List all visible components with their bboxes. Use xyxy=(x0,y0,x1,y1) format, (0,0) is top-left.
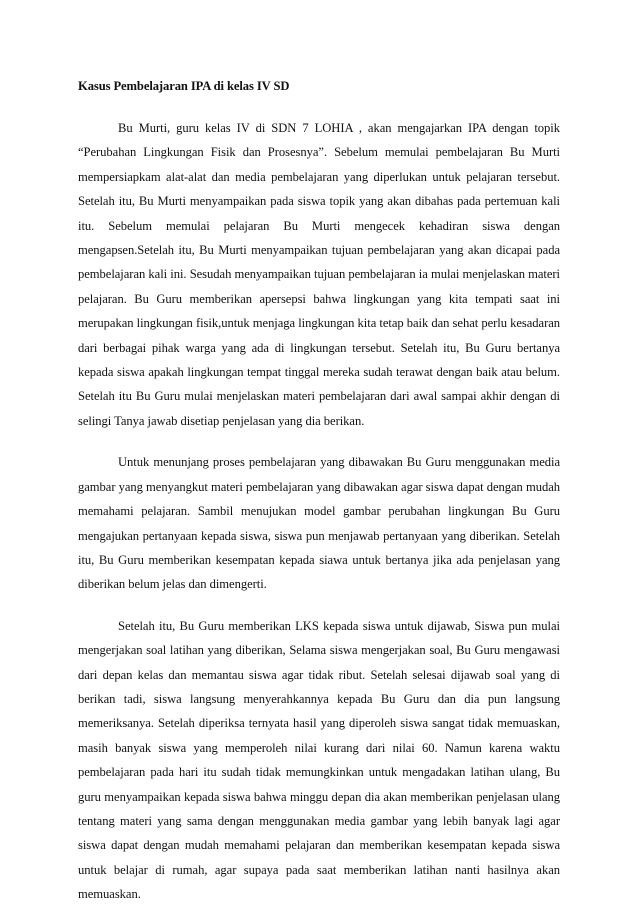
document-title: Kasus Pembelajaran IPA di kelas IV SD xyxy=(78,79,290,93)
paragraph-1: Bu Murti, guru kelas IV di SDN 7 LOHIA , akan mengajarkan IPA dengan topik “Perubahan Lingkungan Fisik dan Prosesnya”. Sebelum memulai pembelajaran Bu Murti mempersiapkam alat-alat dan media pembelajaran yang diperlukan untuk pelajaran tersebut. Setelah itu, Bu Murti menyampaikan pada siswa topik yang akan dibahas pada pertemuan kali itu. Sebelum memulai pelajaran Bu Murti mengecek kehadiran siswa dengan mengapsen.Setelah itu, Bu Murti menyampaikan tujuan pembelajaran yang akan dicapai pada pembelajaran kali ini. Sesudah menyampaikan tujuan pembelajaran ia mulai menjelaskan materi pelajaran. Bu Guru memberikan apersepsi bahwa lingkungan yang kita tempati saat ini merupakan lingkungan fisik,untuk menjaga lingkungan kita tetap baik dan sehat perlu kesadaran dari berbagai pihak warga yang ada di lingkungan tersebut. Setelah itu, Bu Guru bertanya kepada siswa apakah lingkungan tempat tinggal mereka sudah terawat dengan baik atau belum. Setelah itu Bu Guru mulai menjelaskan materi pembelajaran dari awal sampai akhir dengan di selingi Tanya jawab disetiap penjelasan yang dia berikan. xyxy=(78,121,560,428)
paragraph-2: Untuk menunjang proses pembelajaran yang dibawakan Bu Guru menggunakan media gambar yang menyangkut materi pembelajaran yang dibawakan agar siswa dapat dengan mudah memahami pelajaran. Sambil menujukan model gambar perubahan lingkungan Bu Guru mengajukan pertanyaan kepada siswa, siswa pun menjawab pertanyaan yang diberikan. Setelah itu, Bu Guru memberikan kesempatan kepada siawa untuk bertanya jika ada penjelasan yang diberikan belum jelas dan dimengerti. xyxy=(78,455,560,592)
paragraph-3: Setelah itu, Bu Guru memberikan LKS kepada siswa untuk dijawab, Siswa pun mulai mengerjakan soal latihan yang diberikan, Selama siswa mengerjakan soal, Bu Guru mengawasi dari depan kelas dan memantau siswa agar tidak ribut. Setelah selesai dijawab soal yang di berikan tadi, siswa langsung menyerahkannya kepada Bu Guru dan dia pun langsung memeriksanya. Setelah diperiksa ternyata hasil yang diperoleh siswa sangat tidak memuaskan, masih banyak siswa yang memperoleh nilai kurang dari nilai 60. Namun karena waktu pembelajaran pada hari itu sudah tidak memungkinkan untuk mengadakan latihan ulang, Bu guru menyampaikan kepada siswa bahwa minggu depan dia akan memberikan penjelasan ulang tentang materi yang sama dengan menggunakan media gambar yang lebih banyak lagi agar siswa dapat dengan mudah memahami pelajaran dan memberikan kesempatan kepada siswa untuk belajar di rumah, agar supaya pada saat memberikan latihan nanti hasilnya akan memuaskan. xyxy=(78,618,560,902)
document-page xyxy=(78,77,560,907)
